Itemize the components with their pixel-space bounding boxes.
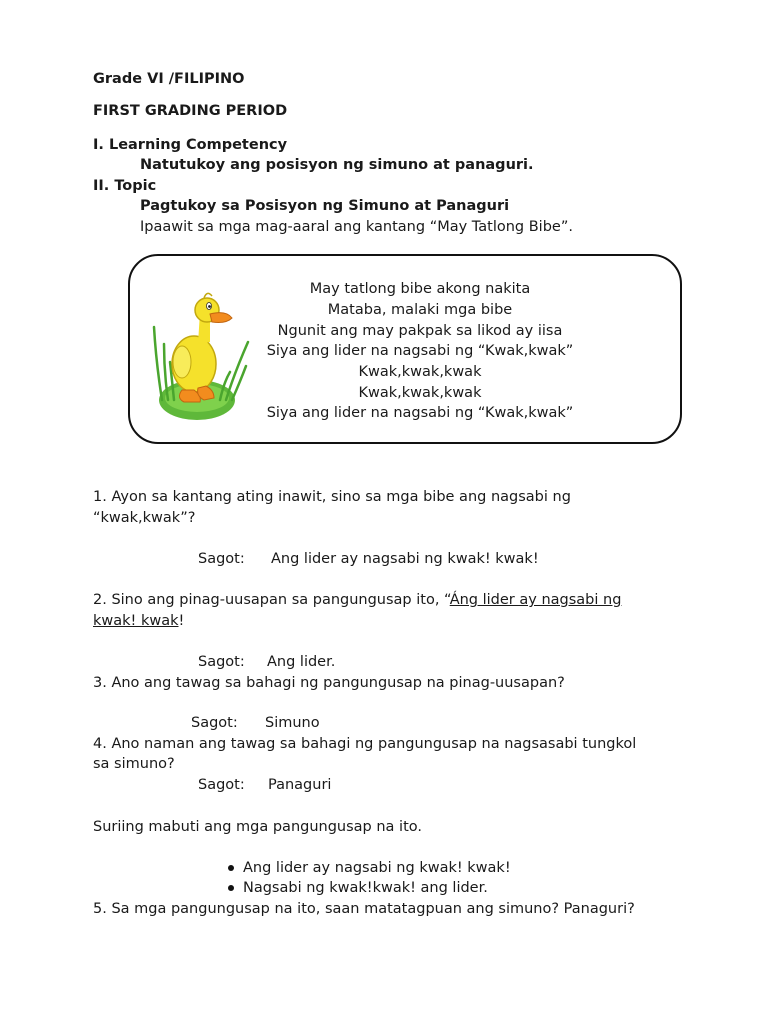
- question-2-line-1: [93, 591, 621, 609]
- answer-1-text: Ang lider ay nagsabi ng kwak! kwak!: [271, 551, 539, 567]
- song-line: Mataba, malaki mga bibe: [327, 302, 513, 318]
- question-2-quoted-sentence: Áng lider ay nagsabi ng: [449, 592, 622, 608]
- bullet-dot: [228, 885, 234, 891]
- topic-title: Pagtukoy sa Posisyon ng Simuno at Panaguri: [140, 198, 510, 214]
- answer-1-label: Sagot:: [198, 551, 245, 567]
- song-line: Kwak,kwak,kwak: [358, 364, 482, 380]
- question-4-line-2: sa simuno?: [93, 756, 175, 772]
- question-2-quoted-end: kwak! kwak: [93, 613, 179, 629]
- question-2-prefix: 2. Sino ang pinag-uusapan sa pangungusap ito, “: [93, 592, 450, 608]
- analysis-intro: Suriing mabuti ang mga pangungusap na ito.: [93, 819, 422, 835]
- question-5: 5. Sa mga pangungusap na ito, saan matatagpuan ang simuno? Panaguri?: [93, 901, 635, 917]
- topic-instruction: Ipaawit sa mga mag-aaral ang kantang “May Tatlong Bibe”.: [140, 219, 573, 235]
- song-line: Siya ang lider na nagsabi ng “Kwak,kwak”: [266, 343, 574, 359]
- question-1-line-2: “kwak,kwak”?: [93, 510, 196, 526]
- question-4-line-1: 4. Ano naman ang tawag sa bahagi ng pangungusap na nagsasabi tungkol: [93, 736, 637, 752]
- question-3: 3. Ano ang tawag sa bahagi ng pangungusap na pinag-uusapan?: [93, 675, 565, 691]
- song-line: Ngunit ang may pakpak sa likod ay iisa: [277, 323, 563, 339]
- song-line: Kwak,kwak,kwak: [358, 385, 482, 401]
- answer-4-label: Sagot:: [198, 777, 245, 793]
- question-1-line-1: 1. Ayon sa kantang ating inawit, sino sa mga bibe ang nagsabi ng: [93, 489, 571, 505]
- question-2-suffix: !: [178, 613, 185, 629]
- answer-4-text: Panaguri: [268, 777, 332, 793]
- bullet-item: Ang lider ay nagsabi ng kwak! kwak!: [243, 860, 511, 876]
- answer-3-text: Simuno: [265, 715, 320, 731]
- competency-label: I. Learning Competency: [93, 137, 288, 153]
- answer-2-label: Sagot:: [198, 654, 245, 670]
- grade-heading: Grade VI /FILIPINO: [93, 71, 245, 87]
- question-2-line-2: [93, 612, 184, 630]
- topic-label: II. Topic: [93, 178, 157, 194]
- song-line: May tatlong bibe akong nakita: [309, 281, 531, 297]
- competency-text: Natutukoy ang posisyon ng simuno at panaguri.: [140, 157, 534, 173]
- answer-2-text: Ang lider.: [267, 654, 336, 670]
- song-line: Siya ang lider na nagsabi ng “Kwak,kwak”: [266, 405, 574, 421]
- grading-period-heading: FIRST GRADING PERIOD: [93, 103, 288, 119]
- bullet-item: Nagsabi ng kwak!kwak! ang lider.: [243, 880, 488, 896]
- bullet-dot: [228, 865, 234, 871]
- answer-3-label: Sagot:: [191, 715, 238, 731]
